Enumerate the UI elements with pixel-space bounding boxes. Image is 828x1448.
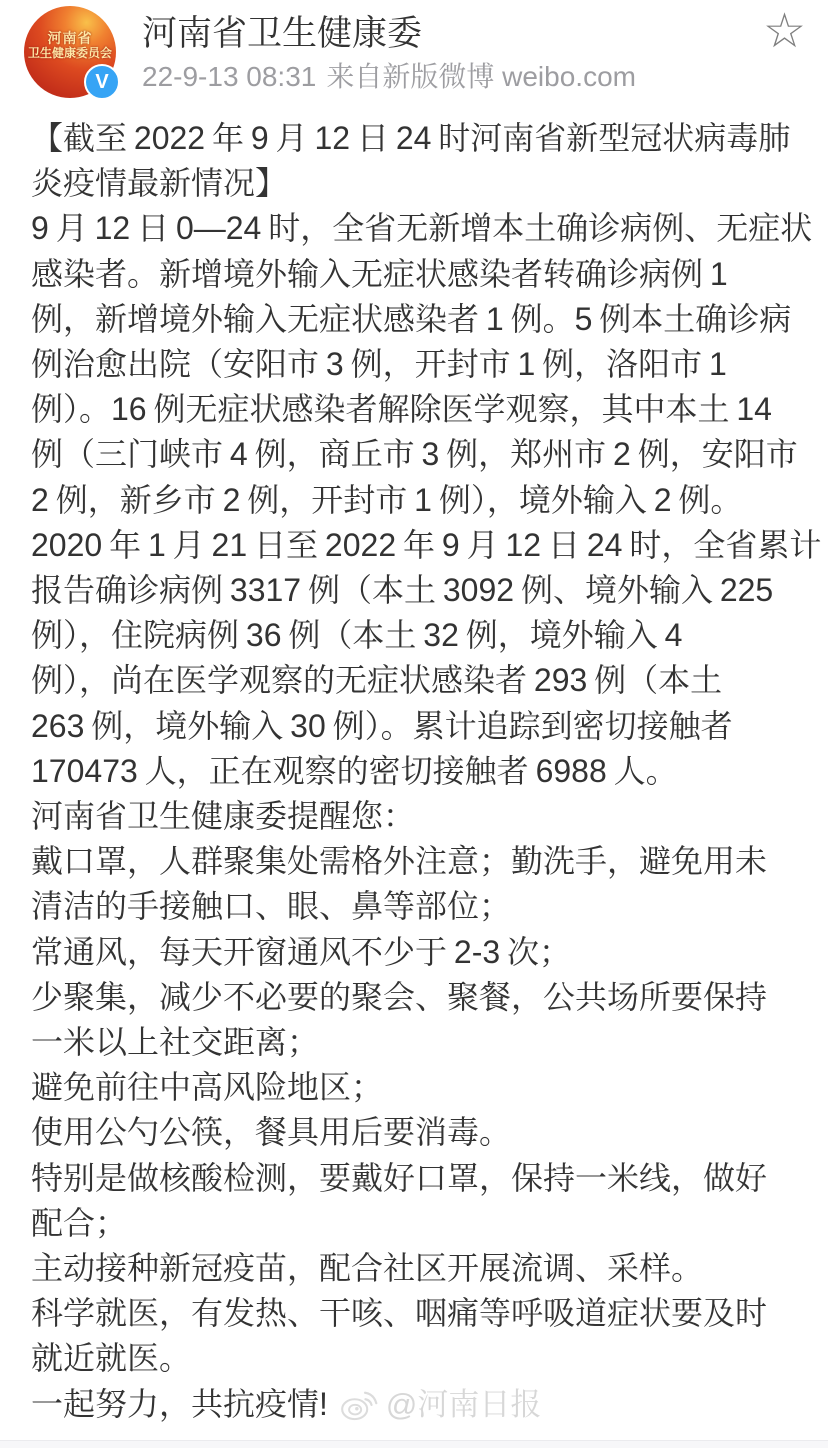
post-text-line: 一米以上社交距离； [31, 1024, 320, 1061]
post-text-line: 2020 年 1 月 21 日至 2022 年 9 月 12 日 24 时，全省累计 [31, 526, 822, 563]
post-text-line: 河南省卫生健康委提醒您： [31, 798, 416, 835]
username[interactable]: 河南省卫生健康委 [142, 14, 423, 53]
post-text-line: 【截至 2022 年 9 月 12 日 24 时河南省新型冠状病毒肺 [31, 120, 791, 156]
source-link[interactable]: 来自新版微博 weibo.com [326, 61, 636, 92]
weibo-logo-icon [338, 1385, 380, 1423]
post-text-line: 避免前往中高风险地区； [31, 1069, 384, 1106]
post-text-line: 戴口罩，人群聚集处需格外注意；勤洗手，避免用未 [31, 843, 768, 880]
post-text-line: 报告确诊病例 3317 例（本土 3092 例、境外输入 225 [31, 572, 774, 609]
post-body [31, 116, 828, 1427]
watermark-mention[interactable]: @河南日报 [385, 1386, 542, 1422]
post-text-line: 例（三门峡市 4 例，商丘市 3 例，郑州市 2 例，安阳市 [31, 436, 798, 473]
post-text-line: 清洁的手接触口、眼、鼻等部位； [31, 888, 512, 925]
post-text: 一起努力，共抗疫情! [31, 1385, 328, 1422]
post-text-line: 科学就医，有发热、干咳、咽痛等呼吸道症状要及时 [31, 1295, 768, 1332]
post-text-line: 例治愈出院（安阳市 3 例，开封市 1 例，洛阳市 1 [31, 346, 727, 383]
post-text-line: 就近就医。 [31, 1340, 192, 1377]
timestamp: 22-9-13 08:31 [142, 61, 317, 92]
post-text-line: 配合； [31, 1204, 128, 1241]
bottom-divider [0, 1440, 828, 1448]
post-text-lines [31, 116, 828, 1382]
post-text-line: 特别是做核酸检测，要戴好口罩，保持一米线，做好 [31, 1159, 768, 1196]
post-text-line: 2 例，新乡市 2 例，开封市 1 例），境外输入 2 例。 [31, 481, 743, 518]
verified-badge-icon: V [84, 64, 120, 100]
avatar[interactable] [24, 6, 116, 98]
post-text-line: 常通风，每天开窗通风不少于 2-3 次； [31, 933, 572, 970]
post-text-line: 263 例，境外输入 30 例）。累计追踪到密切接触者 [31, 707, 733, 744]
post-meta [142, 60, 636, 94]
favorite-star-icon[interactable]: ☆ [762, 5, 806, 58]
post-header [0, 0, 828, 110]
post-text-line: 感染者。新增境外输入无症状感染者转确诊病例 1 [31, 255, 728, 292]
post-text-line: 炎疫情最新情况】 [31, 165, 288, 202]
avatar-text-line2: 卫生健康委员会 [27, 46, 112, 60]
post-text-line: 例，新增境外输入无症状感染者 1 例。5 例本土确诊病 [31, 300, 792, 337]
post-last-line [31, 1382, 828, 1427]
post-text-line: 例），尚在医学观察的无症状感染者 293 例（本土 [31, 662, 723, 699]
post-text-line: 170473 人，正在观察的密切接触者 6988 人。 [31, 752, 678, 789]
post-text-line: 少聚集，减少不必要的聚会、聚餐，公共场所要保持 [31, 978, 768, 1015]
post-text-line: 例）。16 例无症状感染者解除医学观察，其中本土 14 [31, 391, 772, 428]
post-text-line: 9 月 12 日 0—24 时，全省无新增本土确诊病例、无症状 [31, 210, 813, 247]
post-text-line: 主动接种新冠疫苗，配合社区开展流调、采样。 [31, 1250, 704, 1287]
post-text-line: 例），住院病例 36 例（本土 32 例，境外输入 4 [31, 617, 683, 654]
post-text-line: 使用公勺公筷，餐具用后要消毒。 [31, 1114, 512, 1151]
avatar-text-line1: 河南省 [47, 30, 93, 46]
